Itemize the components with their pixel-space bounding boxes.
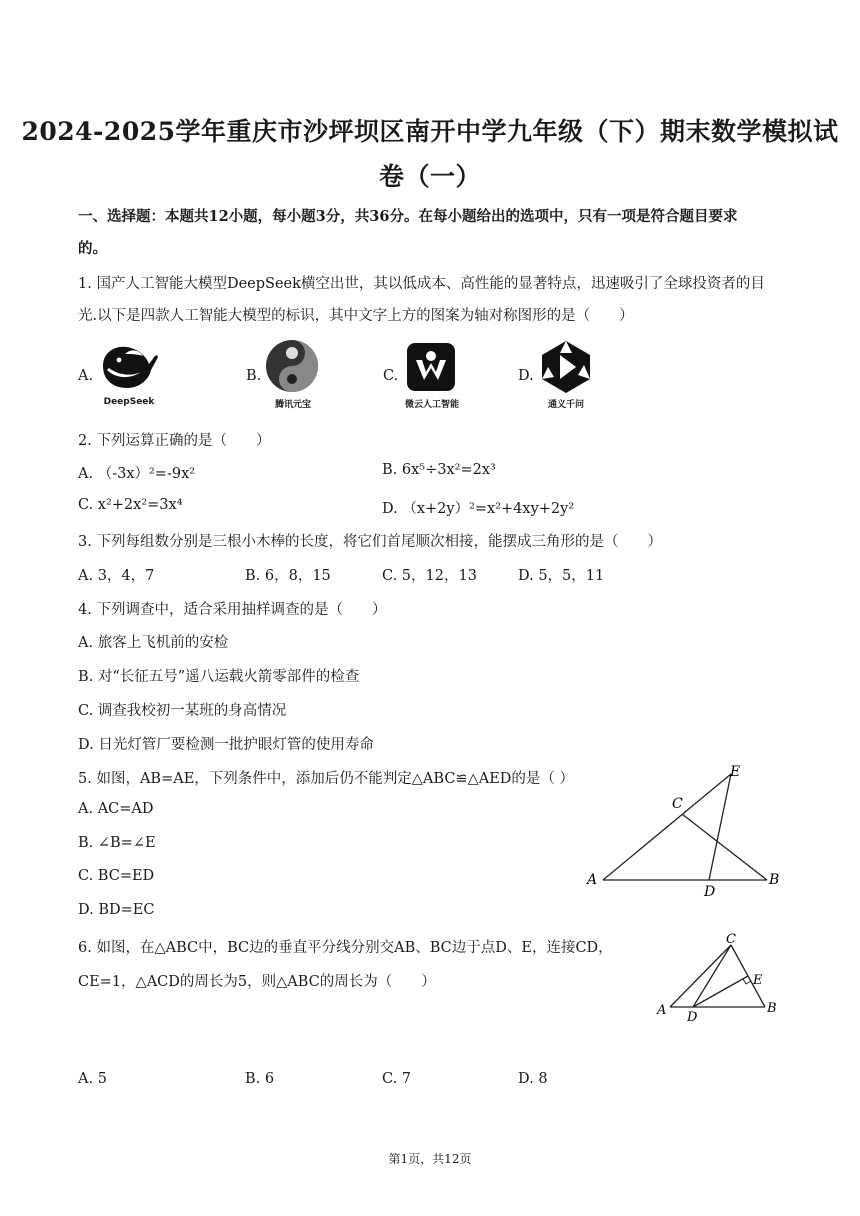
q5-label-b: B <box>769 872 780 888</box>
q1-option-c-label: C. <box>383 368 399 384</box>
q1-option-c-caption: 微云人工智能 <box>404 400 459 410</box>
q6-label-e: E <box>753 973 763 988</box>
q3-stem: 3. 下列每组数分别是三根小木棒的长度，将它们首尾顺次相接，能摆成三角形的是（ ） <box>78 534 662 550</box>
q1-option-b-caption: 腾讯元宝 <box>274 400 311 410</box>
q6-option-b: B. 6 <box>245 1071 275 1087</box>
tongyi-qianwen-logo-icon <box>538 339 594 399</box>
q6-stem: 6. 如图，在△ABC中，BC边的垂直平分线分别交AB、BC边于点D、E，连接CD， <box>78 940 613 956</box>
page-footer: 第1页，共12页 <box>388 1152 472 1166</box>
q6-option-a: A. 5 <box>78 1071 107 1087</box>
q1-option-d-label: D. <box>518 368 534 384</box>
q6-label-c: C <box>726 932 736 947</box>
q5-label-e: E <box>730 764 741 780</box>
q4-option-c: C. 调查我校初一某班的身高情况 <box>78 703 287 719</box>
q5-label-d: D <box>704 884 716 900</box>
q2-option-b: B. 6x⁵÷3x²=2x³ <box>382 462 496 478</box>
q3-option-d: D. 5，5，11 <box>518 568 605 584</box>
q4-option-a: A. 旅客上飞机前的安检 <box>78 635 229 651</box>
section-heading: 一、选择题：本题共12小题，每小题3分，共36分。在每小题给出的选项中，只有一项是符合题目要求 <box>78 208 738 225</box>
q3-option-a: A. 3，4，7 <box>78 568 155 584</box>
q5-stem: 5. 如图，AB=AE，下列条件中，添加后仍不能判定△ABC≌△AED的是（ ） <box>78 771 575 787</box>
q1-option-a-caption: DeepSeek <box>103 397 155 407</box>
deepseek-logo-icon <box>97 340 161 396</box>
q1-stem-continued: 光.以下是四款人工智能大模型的标识，其中文字上方的图案为轴对称图形的是（ ） <box>78 308 634 324</box>
q2-option-a: A. （-3x）²=-9x² <box>78 466 196 482</box>
weiyun-ai-logo-icon <box>406 342 456 396</box>
tencent-yuanbao-logo-icon <box>264 338 320 398</box>
section-heading-continued: 的。 <box>78 240 107 257</box>
q6-label-d: D <box>687 1010 698 1025</box>
q4-option-b: B. 对“长征五号”遥八运载火箭零部件的检查 <box>78 669 360 685</box>
q6-triangle-figure <box>655 930 785 1025</box>
q1-option-b-label: B. <box>246 368 262 384</box>
q5-label-c: C <box>672 796 683 812</box>
q6-label-a: A <box>657 1003 667 1018</box>
q5-option-d: D. BD=EC <box>78 902 155 918</box>
q4-option-d: D. 日光灯管厂要检测一批护眼灯管的使用寿命 <box>78 737 374 753</box>
q6-label-b: B <box>767 1001 777 1016</box>
q2-option-c: C. x²+2x²=3x⁴ <box>78 497 183 513</box>
q5-option-b: B. ∠B=∠E <box>78 835 156 851</box>
q2-option-d: D. （x+2y）²=x²+4xy+2y² <box>382 501 575 517</box>
q1-option-d-caption: 通义千问 <box>547 400 584 410</box>
q4-stem: 4. 下列调查中，适合采用抽样调查的是（ ） <box>78 602 387 618</box>
q5-option-a: A. AC=AD <box>78 801 154 817</box>
q6-option-c: C. 7 <box>382 1071 412 1087</box>
q1-stem: 1. 国产人工智能大模型DeepSeek横空出世，其以低成本、高性能的显著特点，迅速吸引了全球投资者的目 <box>78 276 765 292</box>
q6-option-d: D. 8 <box>518 1071 548 1087</box>
page-title: 2024-2025学年重庆市沙坪坝区南开中学九年级（下）期末数学模拟试 <box>21 117 839 146</box>
q5-label-a: A <box>587 872 598 888</box>
q5-triangle-figure <box>580 760 790 900</box>
q5-option-c: C. BC=ED <box>78 868 155 884</box>
q3-option-c: C. 5，12，13 <box>382 568 477 584</box>
q1-option-a-label: A. <box>78 368 94 384</box>
page-title-continued: 卷（一） <box>378 162 481 191</box>
q2-stem: 2. 下列运算正确的是（ ） <box>78 433 271 449</box>
q3-option-b: B. 6，8，15 <box>245 568 331 584</box>
q6-stem-continued: CE=1，△ACD的周长为5，则△ABC的周长为（ ） <box>78 974 436 990</box>
